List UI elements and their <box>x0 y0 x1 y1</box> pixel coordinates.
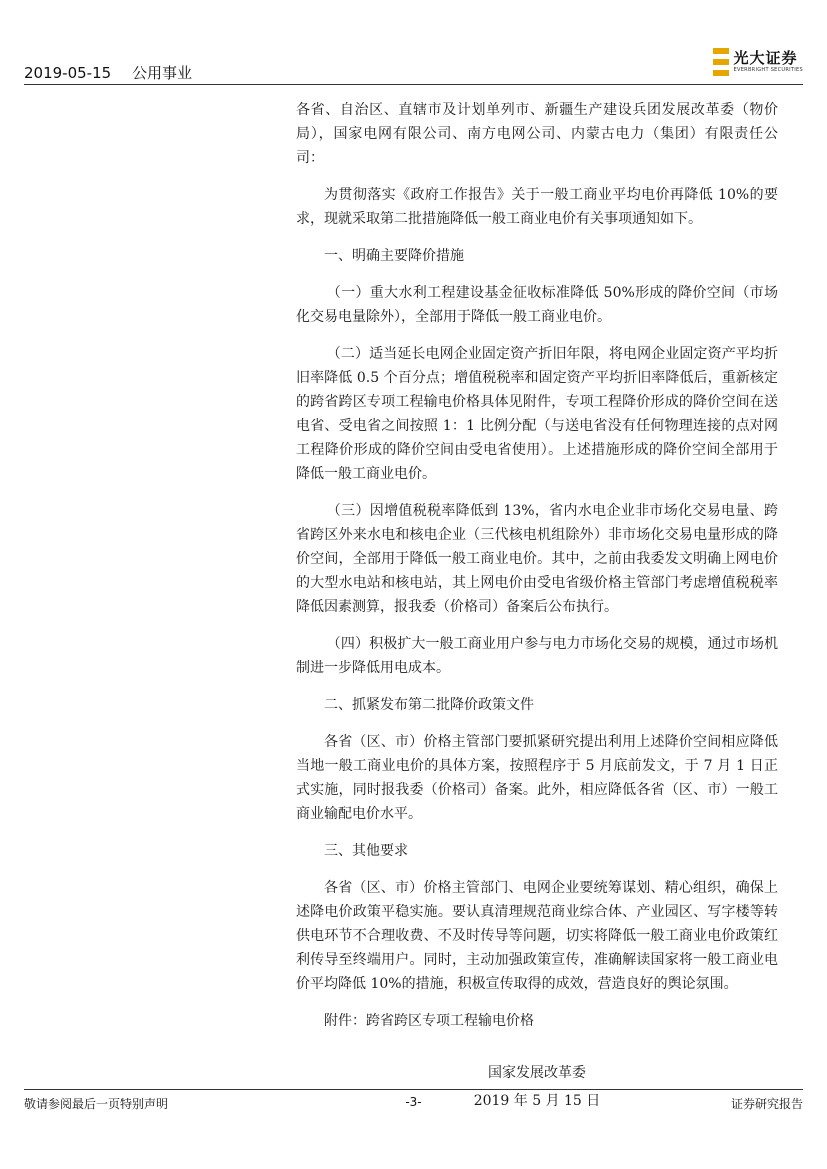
section-2-paragraph: 各省（区、市）价格主管部门要抓紧研究提出利用上述降价空间相应降低当地一般工商业电价的具体方案，按照程序于 5 月底前发文，于 7 月 1 日正式实施，同时报我委（价格司）备案。此外，相应降低各省（区、市）一般工商业输配电价水平。 <box>296 734 778 822</box>
logo-mark-icon <box>713 48 729 76</box>
document-type: 证券研究报告 <box>730 1097 803 1111</box>
report-date: 2019-05-15 <box>24 64 112 82</box>
section-3-paragraph: 各省（区、市）价格主管部门、电网企业要统筹谋划、精心组织，确保上述降电价政策平稳实施。要认真清理规范商业综合体、产业园区、写字楼等转供电环节不合理收费、不及时传导等问题，切实将降低一般工商业电价政策红利传导至终端用户。同时，主动加强政策宣传，准确解读国家将一般工商业电价平均降低 10%的措施，积极宣传取得的成效，营造良好的舆论氛围。 <box>296 880 778 992</box>
measure-item-2: （二）适当延长电网企业固定资产折旧年限，将电网企业固定资产平均折旧率降低 0.5 个百分点；增值税税率和固定资产平均折旧率降低后，重新核定的跨省跨区专项工程输电价格具体见附件，专项工程降价形成的降价空间在送电省、受电省之间按照 1：1 比例分配（与送电省没有任何物理连接的点对网工程降价形成的降价空间由受电省使用）。上述措施形成的降价空间全部用于降低一般工商业电价。 <box>296 346 778 482</box>
intro-paragraph: 为贯彻落实《政府工作报告》关于一般工商业平均电价再降低 10%的要求，现就采取第二批措施降低一般工商业电价有关事项通知如下。 <box>296 187 778 227</box>
issuer-signature: 国家发展改革委 <box>488 1065 586 1081</box>
logo-name-cn: 光大证券 <box>733 49 798 67</box>
measure-item-4: （四）积极扩大一般工商业用户参与电力市场化交易的规模，通过市场机制进一步降低用电成本。 <box>296 636 778 676</box>
issue-date: 2019 年 5 月 15 日 <box>473 1093 601 1109</box>
page-footer <box>24 1095 803 1115</box>
header-divider <box>24 84 803 85</box>
section-heading-2: 二、抓紧发布第二批降价政策文件 <box>324 697 534 713</box>
notice-body <box>296 98 778 1113</box>
page-number: -3- <box>405 1095 422 1109</box>
measure-item-3: （三）因增值税税率降低到 13%，省内水电企业非市场化交易电量、跨省跨区外来水电和核电企业（三代核电机组除外）非市场化交易电量形成的降价空间，全部用于降低一般工商业电价。其中，之前由我委发文明确上网电价的大型水电站和核电站，其上网电价由受电省级价格主管部门考虑增值税税率降低因素测算，报我委（价格司）备案后公布执行。 <box>296 503 778 615</box>
measure-item-1: （一）重大水利工程建设基金征收标准降低 50%形成的降价空间（市场化交易电量除外），全部用于降低一般工商业电价。 <box>296 285 778 325</box>
company-logo <box>713 48 803 76</box>
page-header <box>24 44 803 84</box>
footer-divider <box>24 1089 803 1090</box>
disclaimer-note: 敬请参阅最后一页特别声明 <box>24 1097 169 1111</box>
section-heading-1: 一、明确主要降价措施 <box>324 248 464 264</box>
logo-name-en: EVERBRIGHT SECURITIES <box>733 67 803 73</box>
header-meta <box>24 62 208 83</box>
section-heading-3: 三、其他要求 <box>324 843 408 859</box>
report-sector: 公用事业 <box>131 64 192 82</box>
attachment-note: 附件：跨省跨区专项工程输电价格 <box>324 1013 534 1029</box>
addressee: 各省、自治区、直辖市及计划单列市、新疆生产建设兵团发展改革委（物价局），国家电网有限公司、南方电网公司、内蒙古电力（集团）有限责任公司： <box>296 102 778 166</box>
